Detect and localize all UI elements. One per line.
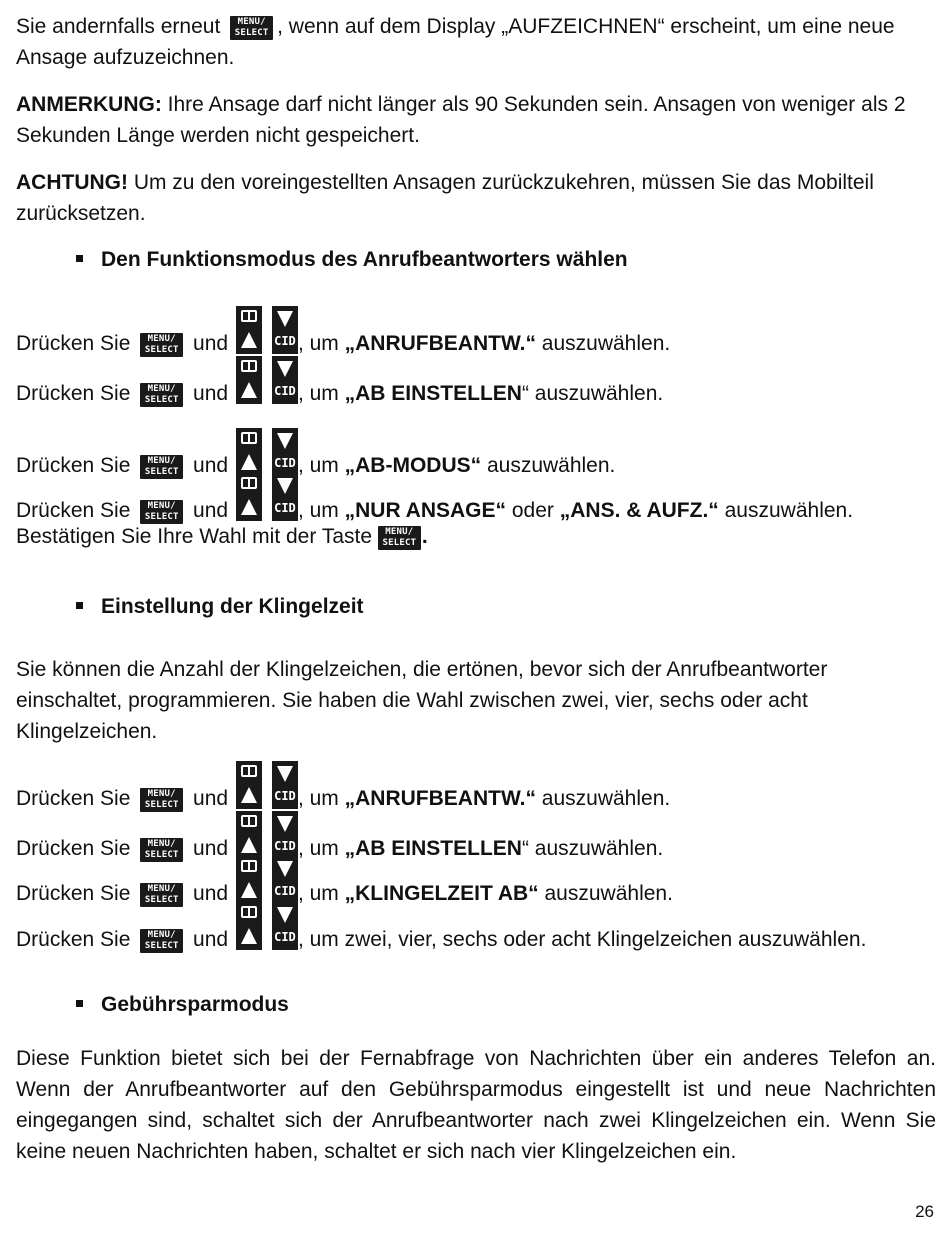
cid-down-key-icon: CID <box>272 761 298 809</box>
menu-select-key-icon: MENU/ SELECT <box>140 500 183 524</box>
phonebook-up-key-icon <box>236 761 262 809</box>
menu-select-key-icon: MENU/ SELECT <box>140 788 183 812</box>
section-heading-ring-time: Einstellung der Klingelzeit <box>76 592 364 622</box>
intro-paragraph: Sie andernfalls erneut MENU/ SELECT , wenn auf dem Display „AUFZEICHNEN“ erscheint, um eine neue Ansage aufzuzeichnen. <box>16 15 895 69</box>
navigation-keys-icon <box>236 811 298 859</box>
cid-down-key-icon: CID <box>272 902 298 950</box>
menu-select-key-icon: MENU/ SELECT <box>140 929 183 953</box>
toll-saver-paragraph: Diese Funktion bietet sich bei der Fernabfrage von Nachrichten über ein anderes Telefon an. Wenn der Anrufbeantworter auf den Gebührsparmodus eingestellt ist und neue Nachrichten eingegangen sind, schaltet sich der Anrufbeantworter nach zwei Klingelzeichen ein. Wenn Sie keine neuen Nachrichten haben, schaltet er sich nach vier Klingelzeichen ein. <box>16 1047 936 1163</box>
step-line: Drücken Sie MENU/ SELECT und CID , um „AB EINSTELLEN“ auszuwählen. <box>16 356 663 409</box>
phonebook-up-key-icon <box>236 902 262 950</box>
bullet-icon <box>76 255 83 262</box>
navigation-keys-icon <box>236 306 298 354</box>
navigation-keys-icon <box>236 428 298 476</box>
navigation-keys-icon <box>236 356 298 404</box>
phonebook-up-key-icon <box>236 473 262 521</box>
step-line: Drücken Sie MENU/ SELECT und CID , um zwei, vier, sechs oder acht Klingelzeichen auszuwählen. <box>16 902 866 955</box>
confirm-line: Bestätigen Sie Ihre Wahl mit der Taste MENU/ SELECT . <box>16 525 428 548</box>
phonebook-up-key-icon <box>236 428 262 476</box>
menu-select-key-icon: MENU/ SELECT <box>140 883 183 907</box>
navigation-keys-icon <box>236 761 298 809</box>
phonebook-up-key-icon <box>236 306 262 354</box>
section-heading-mode: Den Funktionsmodus des Anrufbeantworters wählen <box>76 245 628 275</box>
menu-select-key-icon: MENU/ SELECT <box>378 526 421 550</box>
cid-down-key-icon: CID <box>272 473 298 521</box>
phonebook-up-key-icon <box>236 856 262 904</box>
cid-down-key-icon: CID <box>272 356 298 404</box>
cid-down-key-icon: CID <box>272 428 298 476</box>
bullet-icon <box>76 1000 83 1007</box>
navigation-keys-icon <box>236 902 298 950</box>
menu-select-key-icon: MENU/ SELECT <box>140 333 183 357</box>
section-heading-toll-saver: Gebührsparmodus <box>76 990 289 1020</box>
note-paragraph: ANMERKUNG: Ihre Ansage darf nicht länger als 90 Sekunden sein. Ansagen von weniger als 2 Sekunden Länge werden nicht gespeichert. <box>16 93 906 147</box>
menu-select-key-icon: MENU/ SELECT <box>230 16 273 40</box>
menu-select-key-icon: MENU/ SELECT <box>140 455 183 479</box>
phonebook-up-key-icon <box>236 811 262 859</box>
navigation-keys-icon <box>236 856 298 904</box>
cid-down-key-icon: CID <box>272 856 298 904</box>
menu-select-key-icon: MENU/ SELECT <box>140 383 183 407</box>
step-line: Drücken Sie MENU/ SELECT und CID , um „AB EINSTELLEN“ auszuwählen. <box>16 811 663 864</box>
cid-down-key-icon: CID <box>272 306 298 354</box>
step-line: Drücken Sie MENU/ SELECT und CID , um „ANRUFBEANTW.“ auszuwählen. <box>16 306 670 359</box>
step-line: Drücken Sie MENU/ SELECT und CID , um „KLINGELZEIT AB“ auszuwählen. <box>16 856 673 909</box>
step-line: Drücken Sie MENU/ SELECT und CID , um „NUR ANSAGE“ oder „ANS. & AUFZ.“ auszuwählen. <box>16 473 853 526</box>
menu-select-key-icon: MENU/ SELECT <box>140 838 183 862</box>
page-number: 26 <box>915 1202 934 1221</box>
ring-time-paragraph: Sie können die Anzahl der Klingelzeichen, die ertönen, bevor sich der Anrufbeantworter einschaltet, programmieren. Sie haben die Wahl zwischen zwei, vier, sechs oder acht Klingelzeichen. <box>16 658 828 743</box>
step-line: Drücken Sie MENU/ SELECT und CID , um „ANRUFBEANTW.“ auszuwählen. <box>16 761 670 814</box>
phonebook-up-key-icon <box>236 356 262 404</box>
bullet-icon <box>76 602 83 609</box>
step-line: Drücken Sie MENU/ SELECT und CID , um „AB-MODUS“ auszuwählen. <box>16 428 615 481</box>
navigation-keys-icon <box>236 473 298 521</box>
cid-down-key-icon: CID <box>272 811 298 859</box>
warning-paragraph: ACHTUNG! Um zu den voreingestellten Ansagen zurückzukehren, müssen Sie das Mobilteil zurücksetzen. <box>16 171 874 225</box>
